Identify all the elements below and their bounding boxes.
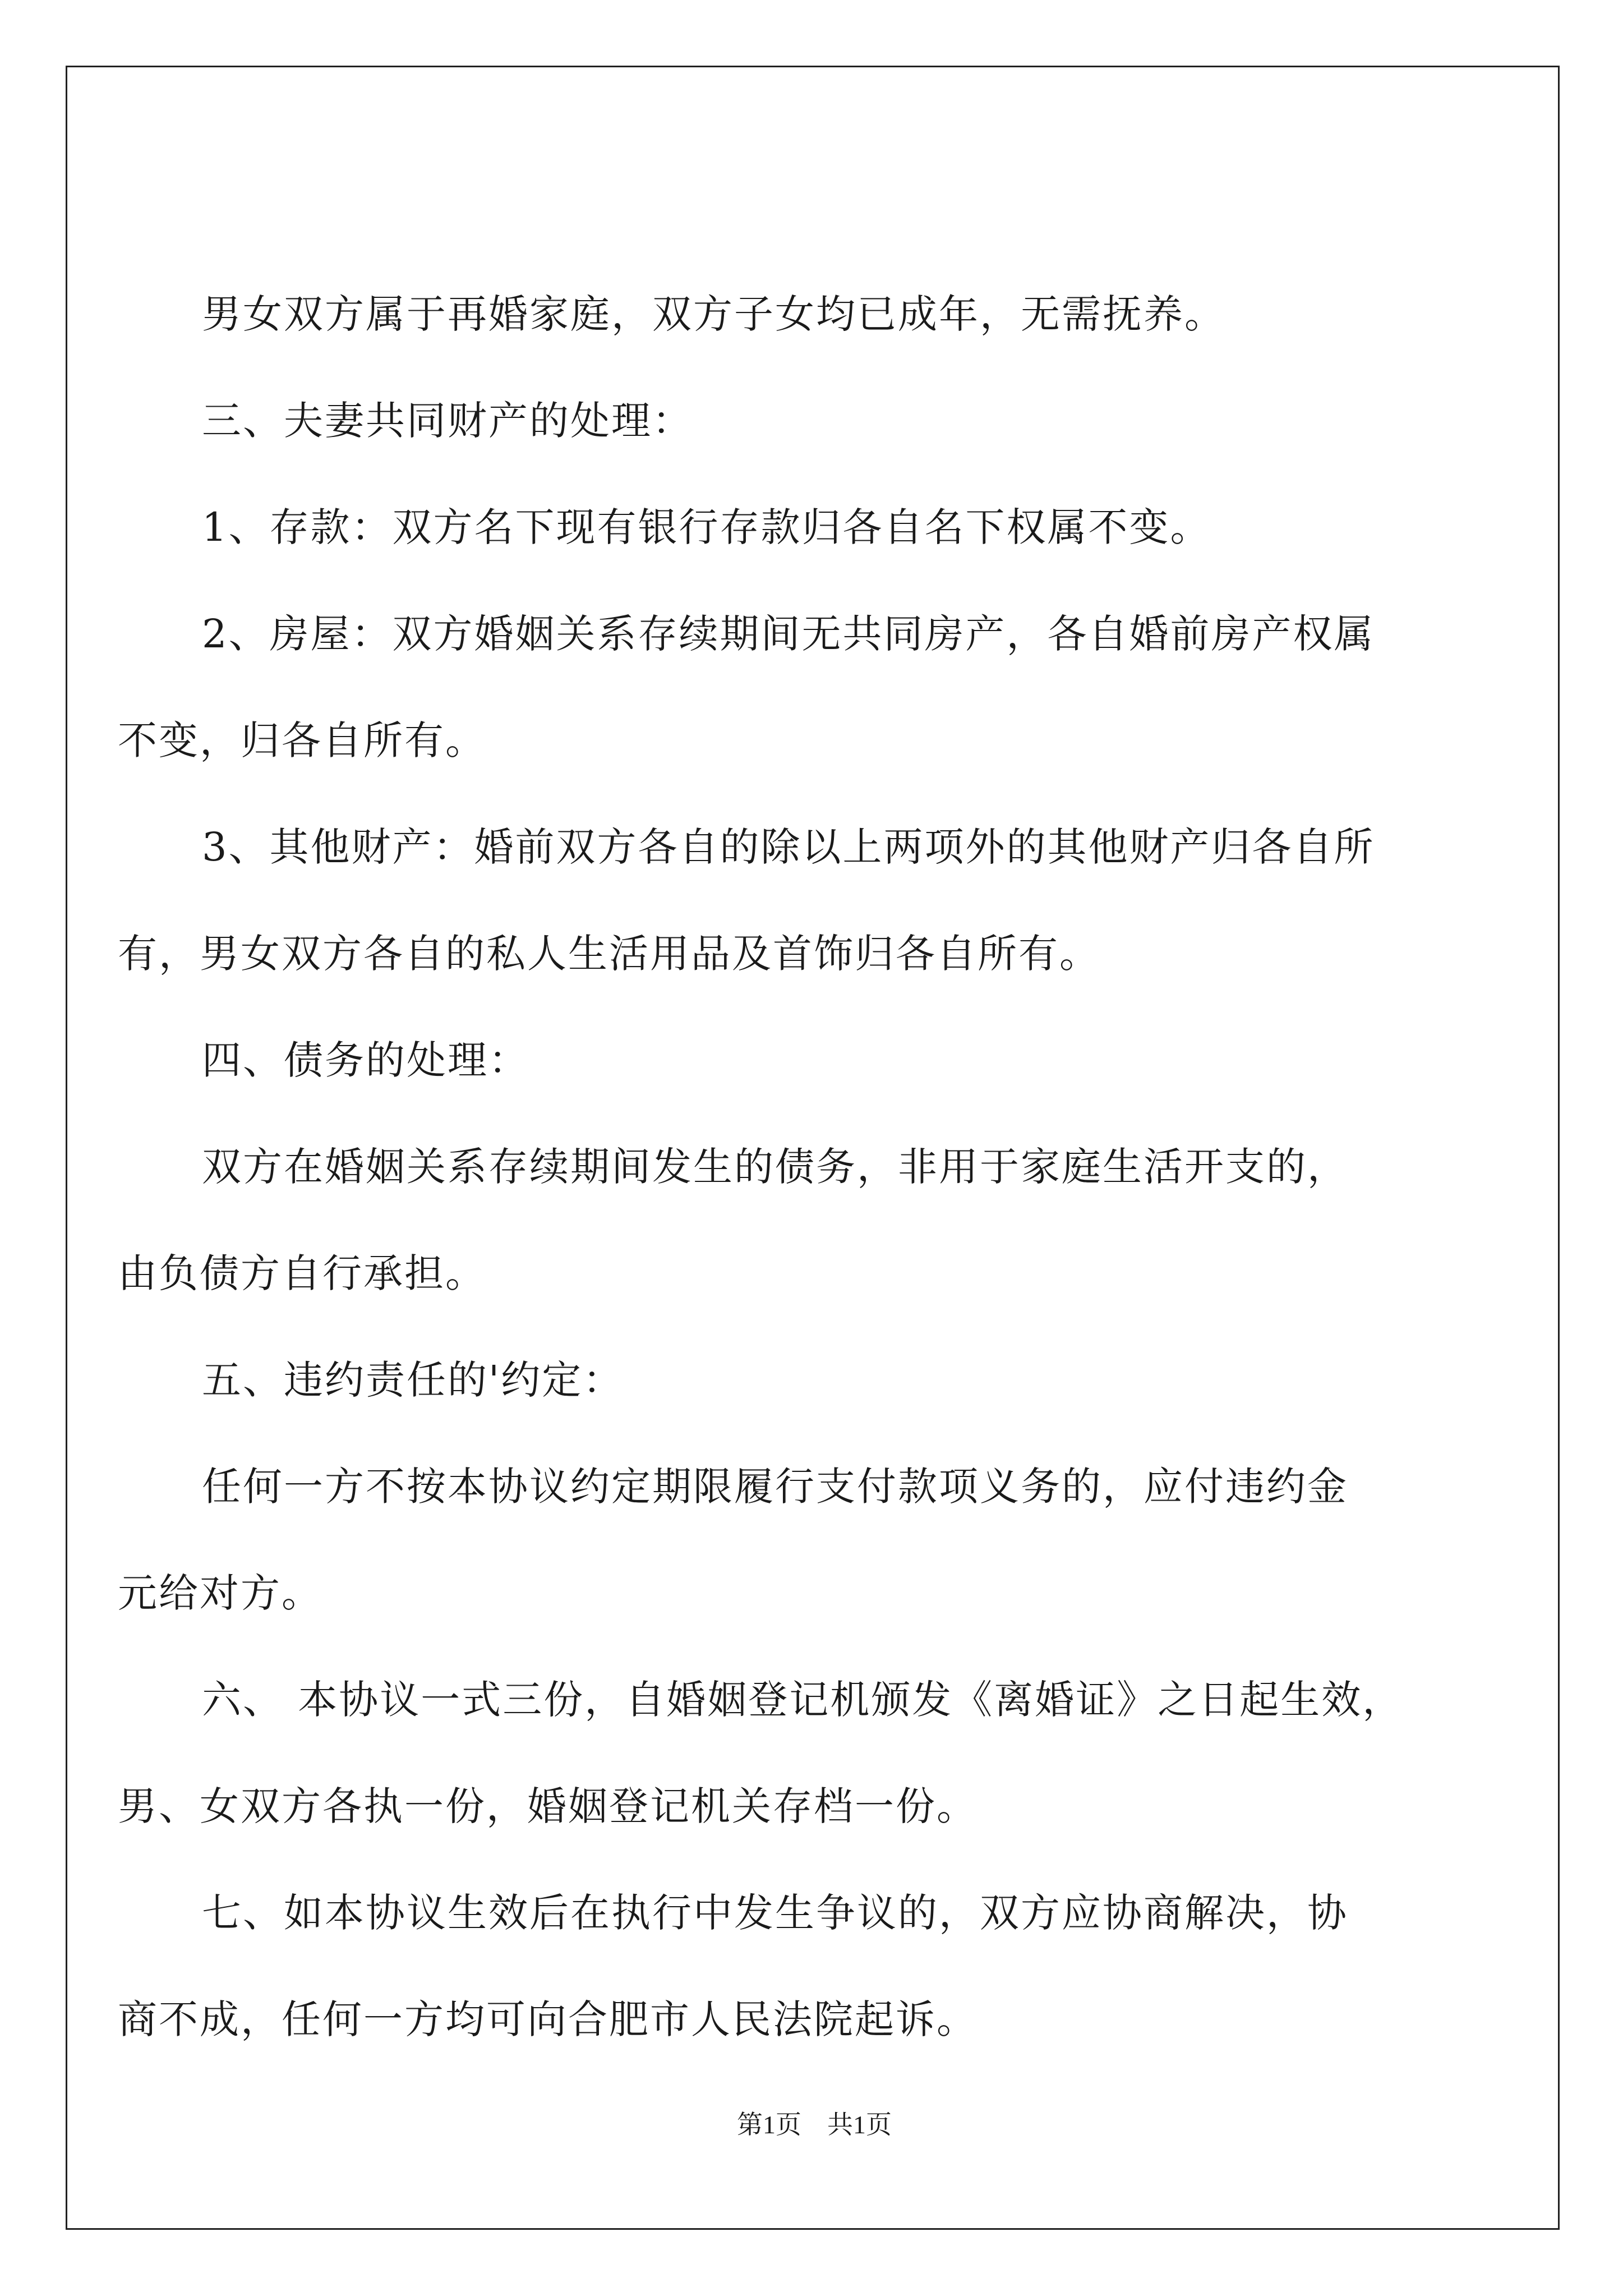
paragraph-continuation: 商不成，任何一方均可向合肥市人民法院起诉。 (118, 1996, 978, 2042)
section-heading: 四、债务的处理： (202, 1037, 529, 1083)
paragraph-line: 3、其他财产：婚前双方各自的除以上两项外的其他财产归各自所 (202, 824, 1375, 870)
paragraph-continuation: 男、女双方各执一份，婚姻登记机关存档一份。 (118, 1783, 978, 1829)
paragraph-continuation: 由负债方自行承担。 (118, 1250, 486, 1296)
paragraph-line: 2、房屋：双方婚姻关系存续期间无共同房产，各自婚前房产权属 (202, 611, 1375, 657)
paragraph-line (67, 928, 1623, 979)
section-heading: 三、夫妻共同财产的处理： (202, 398, 693, 444)
paragraph-line: 七、如本协议生效后在执行中发生争议的，双方应协商解决，协 (202, 1890, 1348, 1936)
paragraph-line: 六、 本协议一式三份，自婚姻登记机颁发《离婚证》之日起生效， (202, 1677, 1404, 1723)
paragraph-line: 双方在婚姻关系存续期间发生的债务，非用于家庭生活开支的， (202, 1144, 1348, 1190)
section-heading: 五、违约责任的'约定： (202, 1357, 624, 1403)
paragraph-continuation: 不变，归各自所有。 (118, 717, 486, 763)
paragraph-line (67, 1248, 1623, 1299)
paragraph-line: 1、存款：双方名下现有银行存款归各自名下权属不变。 (202, 504, 1211, 550)
paragraph-line: 男女双方属于再婚家庭，双方子女均已成年，无需抚养。 (202, 291, 1225, 337)
page-frame (66, 66, 1560, 2230)
paragraph-line: 任何一方不按本协议约定期限履行支付款项义务的，应付违约金 (202, 1464, 1348, 1510)
paragraph-line (67, 1994, 1623, 2045)
paragraph-continuation: 元给对方。 (118, 1570, 322, 1616)
paragraph-line (67, 715, 1623, 766)
paragraph-continuation: 有，男女双方各自的私人生活用品及首饰归各自所有。 (118, 931, 1100, 977)
page-footer: 第1页 共1页 (737, 2110, 892, 2139)
paragraph-line (67, 1568, 1623, 1618)
paragraph-line (67, 1781, 1623, 1832)
